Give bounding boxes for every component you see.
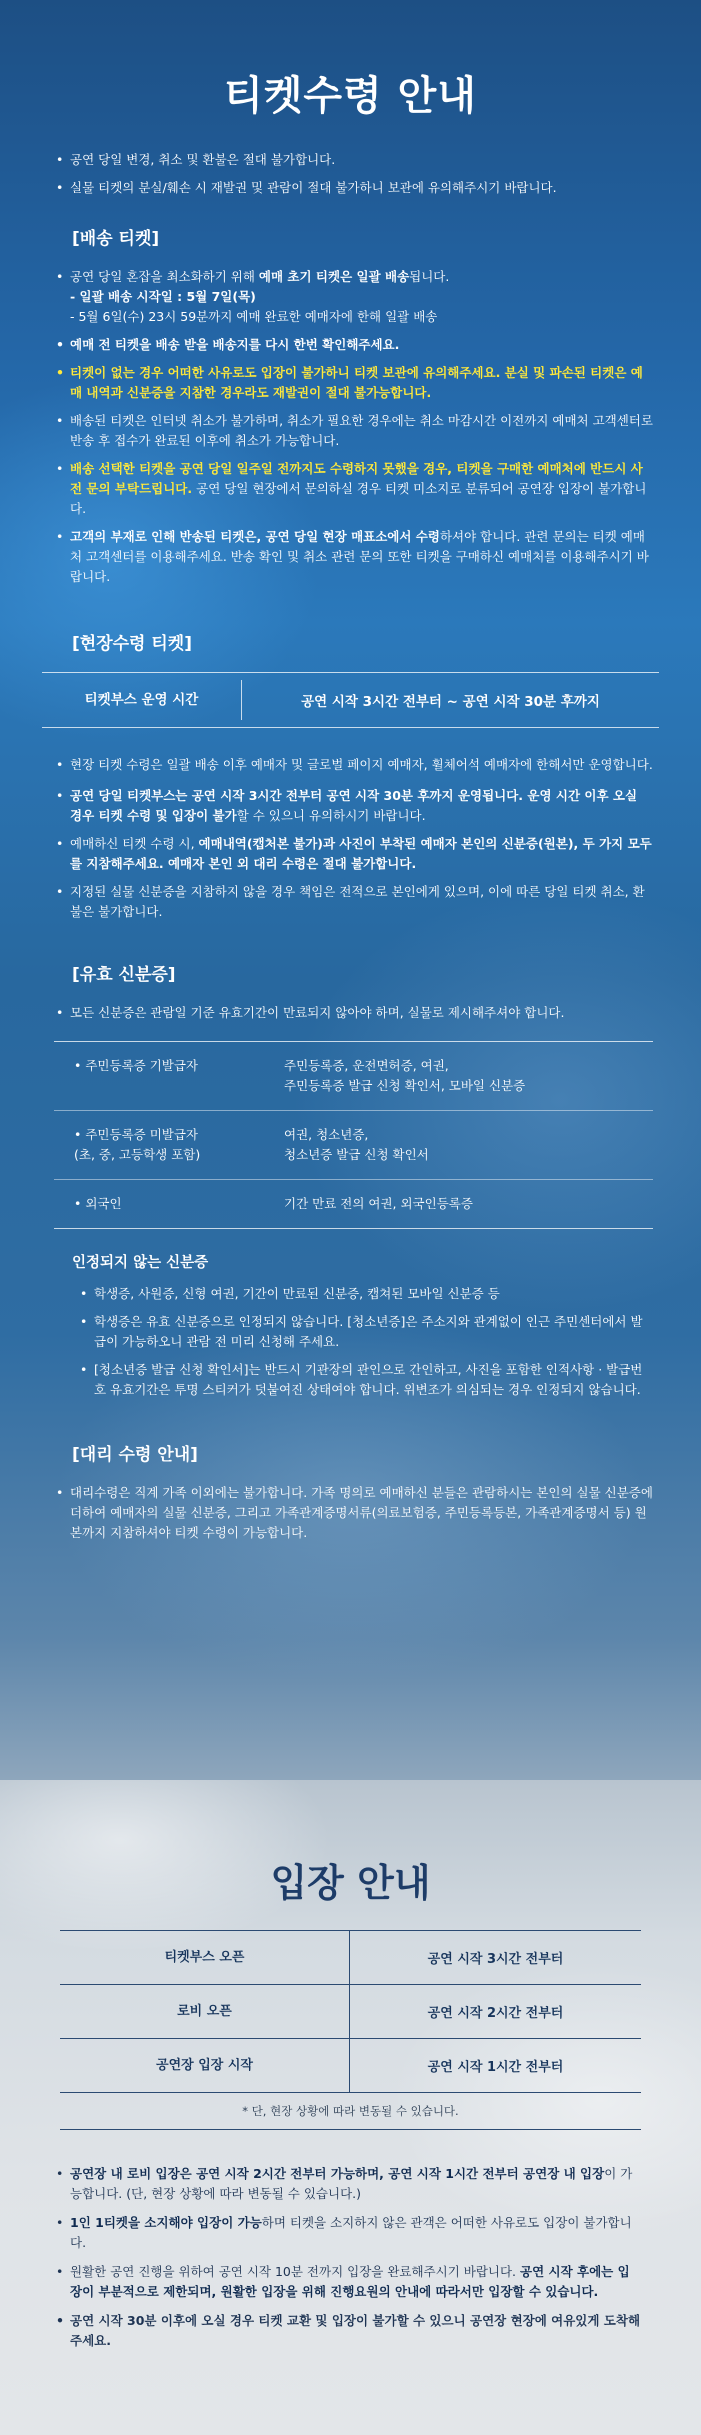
accepted-ids xyxy=(284,1194,653,1214)
list-item xyxy=(48,786,653,826)
text: 이 가능합니다. (단, 현장 상황에 따라 변동될 수 있습니다.) xyxy=(70,2166,633,2201)
table-row xyxy=(54,1180,653,1228)
list-item: • 예매 전 티켓을 배송 받을 배송지를 다시 한번 확인해주세요. xyxy=(48,335,653,355)
accepted-ids-line: 청소년증 발급 신청 확인서 xyxy=(284,1147,429,1162)
id-holder-type xyxy=(54,1125,284,1165)
unaccepted-ids-block xyxy=(72,1251,653,1400)
text: 됩니다. xyxy=(409,269,450,284)
list-item: • 현장 티켓 수령은 일괄 배송 이후 예매자 및 글로벌 페이지 예매자, 휠체어석 예매자에 한해서만 운영합니다. xyxy=(48,752,653,778)
text: 공연 당일 현장에서 문의하실 경우 티켓 미소지로 분류되어 공연장 입장이 불가합니다. xyxy=(70,481,647,516)
text: 공연 당일 혼잡을 최소화하기 위해 xyxy=(70,269,259,284)
valid-id-heading: [유효 신분증] xyxy=(72,965,176,985)
text: 예매하신 티켓 수령 시, xyxy=(70,836,199,851)
list-item: • 학생증은 유효 신분증으로 인정되지 않습니다. [청소년증]은 주소지와 관계없이 인근 주민센터에서 발급이 가능하오니 관람 전 미리 신청해 주세요. xyxy=(72,1312,653,1352)
proxy-pickup-heading: [대리 수령 안내] xyxy=(72,1445,198,1465)
table-row xyxy=(60,1985,641,2039)
accepted-ids xyxy=(284,1125,653,1165)
list-item xyxy=(48,527,653,587)
list-item: • [청소년증 발급 신청 확인서]는 반드시 기관장의 관인으로 간인하고, 사진을 포함한 인적사항 · 발급번호 유효기간은 투명 스티커가 덧붙여진 상태여야 합니다. 위변조가 의심되는 경우 인정되지 않습니다. xyxy=(72,1360,653,1400)
entry-time: 공연 시작 3시간 전부터 xyxy=(427,1952,564,1967)
id-holder-label: • 주민등록증 미발급자 xyxy=(74,1127,198,1142)
bold-text: 예매내역(캡처본 불가)과 사진이 부착된 예매자 본인의 신분증(원본), 두 가지 모두를 지참해주세요. 예매자 본인 외 대리 수령은 절대 불가합니다. xyxy=(70,836,652,871)
text: 하며 티켓을 소지하지 않은 관객은 어떠한 사유로도 입장이 불가합니다. xyxy=(70,2215,632,2250)
entry-table-note: * 단, 현장 상황에 따라 변동될 수 있습니다. xyxy=(60,2093,641,2130)
table-row xyxy=(54,1042,653,1111)
id-holder-type xyxy=(54,1194,284,1214)
ticket-booth-hours-table xyxy=(42,672,659,728)
id-holder-label: • 주민등록증 기발급자 xyxy=(74,1058,198,1073)
bold-text: 예매 초기 티켓은 일괄 배송 xyxy=(258,269,410,284)
accepted-ids-line: 주민등록증 발급 신청 확인서, 모바일 신분증 xyxy=(284,1078,526,1093)
list-item xyxy=(48,2262,641,2302)
highlight-text: 배송 선택한 티켓을 공연 당일 일주일 전까지도 수령하지 못했을 경우, 티켓을 구매한 예매처에 반드시 사전 문의 부탁드립니다. xyxy=(70,461,643,496)
valid-id-table xyxy=(54,1041,653,1229)
accepted-ids xyxy=(284,1056,653,1096)
bold-text: 고객의 부재로 인해 반송된 티켓은, 공연 당일 현장 매표소에서 수령 xyxy=(70,529,440,544)
delivery-cutoff: - 5월 6일(수) 23시 59분까지 예매 완료한 예매자에 한해 일괄 배송 xyxy=(70,309,438,324)
list-item xyxy=(48,2164,641,2204)
list-item: • 지정된 실물 신분증을 지참하지 않을 경우 책임은 전적으로 본인에게 있으며, 이에 따른 당일 티켓 취소, 환불은 불가합니다. xyxy=(48,882,653,922)
bold-text: 공연장 내 로비 입장은 공연 시작 2시간 전부터 가능하며, 공연 시작 1시간 전부터 공연장 내 입장 xyxy=(70,2166,605,2181)
text: 할 수 있으니 유의하시기 바랍니다. xyxy=(236,808,426,823)
entry-time: 공연 시작 2시간 전부터 xyxy=(427,2006,564,2021)
list-item: • 공연 당일 변경, 취소 및 환불은 절대 불가합니다. xyxy=(48,150,653,170)
list-item: • 실물 티켓의 분실/훼손 시 재발권 및 관람이 절대 불가하니 보관에 유의해주시기 바랍니다. xyxy=(48,178,653,198)
text: 원활한 공연 진행을 위하여 공연 시작 10분 전까지 입장을 완료해주시기 바랍니다. xyxy=(70,2264,520,2279)
id-holder-sublabel: (초, 중, 고등학생 포함) xyxy=(74,1147,201,1162)
onsite-list xyxy=(48,752,653,922)
accepted-ids-line: 기간 만료 전의 여권, 외국인등록증 xyxy=(284,1196,473,1211)
entry-list xyxy=(48,2164,641,2351)
onsite-ticket-heading: [현장수령 티켓] xyxy=(72,634,192,654)
entry-title: 입장 안내 xyxy=(270,1861,431,1905)
id-holder-type xyxy=(54,1056,284,1096)
id-holder-label: • 외국인 xyxy=(74,1196,122,1211)
bold-text: 공연 시작 후에는 입장이 부분적으로 제한되며, 원활한 입장을 위해 진행요원의 안내에 따라서만 입장할 수 있습니다. xyxy=(70,2264,630,2299)
delivery-ticket-heading: [배송 티켓] xyxy=(72,229,160,249)
entry-stage: 공연장 입장 시작 xyxy=(60,2039,350,2093)
list-item: • 모든 신분증은 관람일 기준 유효기간이 만료되지 않아야 하며, 실물로 제시해주셔야 합니다. xyxy=(48,1003,653,1023)
valid-id-note-list xyxy=(48,1003,653,1023)
accepted-ids-line: 주민등록증, 운전면허증, 여권, xyxy=(284,1058,449,1073)
intro-list xyxy=(48,150,653,198)
bold-text: 1인 1티켓을 소지해야 입장이 가능 xyxy=(70,2215,262,2230)
list-item xyxy=(48,2213,641,2253)
list-item-highlight: • 티켓이 없는 경우 어떠한 사유로도 입장이 불가하니 티켓 보관에 유의해주세요. 분실 및 파손된 티켓은 예매 내역과 신분증을 지참한 경우라도 재발권이 절대 불가능합니다. xyxy=(48,363,653,403)
text: 하셔야 합니다. 관련 문의는 티켓 예매처 고객센터를 이용해주세요. 반송 확인 및 취소 관련 문의 또한 티켓을 구매하신 예매처를 이용해주시기 바랍니다. xyxy=(70,529,649,584)
list-item xyxy=(48,267,653,327)
hours-label: 티켓부스 운영 시간 xyxy=(42,680,242,720)
bold-text: 공연 당일 티켓부스는 공연 시작 3시간 전부터 공연 시작 30분 후까지 운영됩니다. 운영 시간 이후 오실 경우 티켓 수령 및 입장이 불가 xyxy=(70,788,638,823)
entry-time: 공연 시작 1시간 전부터 xyxy=(427,2060,564,2075)
table-row xyxy=(54,1111,653,1180)
page-title: 티켓수령 안내 xyxy=(224,73,477,119)
entry-times-table xyxy=(60,1930,641,2130)
accepted-ids-line: 여권, 청소년증, xyxy=(284,1127,369,1142)
list-item xyxy=(48,834,653,874)
entry-stage: 티켓부스 오픈 xyxy=(60,1931,350,1985)
unaccepted-ids-heading: 인정되지 않는 신분증 xyxy=(72,1255,209,1271)
list-item: • 대리수령은 직계 가족 이외에는 불가합니다. 가족 명의로 예매하신 분들은 관람하시는 본인의 실물 신분증에 더하여 예매자의 실물 신분증, 그리고 가족관계증명서류(의료보험증, 주민등록등본, 가족관계증명서 등) 원본까지 지참하셔야 티켓 수령이 가능합니다. xyxy=(48,1483,653,1543)
delivery-start-date: - 일괄 배송 시작일 : 5월 7일(목) xyxy=(70,289,256,304)
list-item xyxy=(48,459,653,519)
list-item: • 학생증, 사원증, 신형 여권, 기간이 만료된 신분증, 캡쳐된 모바일 신분증 등 xyxy=(72,1284,653,1304)
proxy-list xyxy=(48,1483,653,1543)
entry-info-section xyxy=(0,1780,701,2435)
unaccepted-ids-list xyxy=(72,1284,653,1400)
list-item: • 공연 시작 30분 이후에 오실 경우 티켓 교환 및 입장이 불가할 수 있으니 공연장 현장에 여유있게 도착해주세요. xyxy=(48,2311,641,2351)
hours-value: 공연 시작 3시간 전부터 ~ 공연 시작 30분 후까지 xyxy=(301,694,600,710)
delivery-list xyxy=(48,267,653,587)
entry-stage: 로비 오픈 xyxy=(60,1985,350,2039)
table-row xyxy=(60,2039,641,2093)
list-item: • 배송된 티켓은 인터넷 취소가 불가하며, 취소가 필요한 경우에는 취소 마감시간 이전까지 예매처 고객센터로 반송 후 접수가 완료된 이후에 취소가 가능합니다. xyxy=(48,411,653,451)
table-row xyxy=(60,1931,641,1985)
